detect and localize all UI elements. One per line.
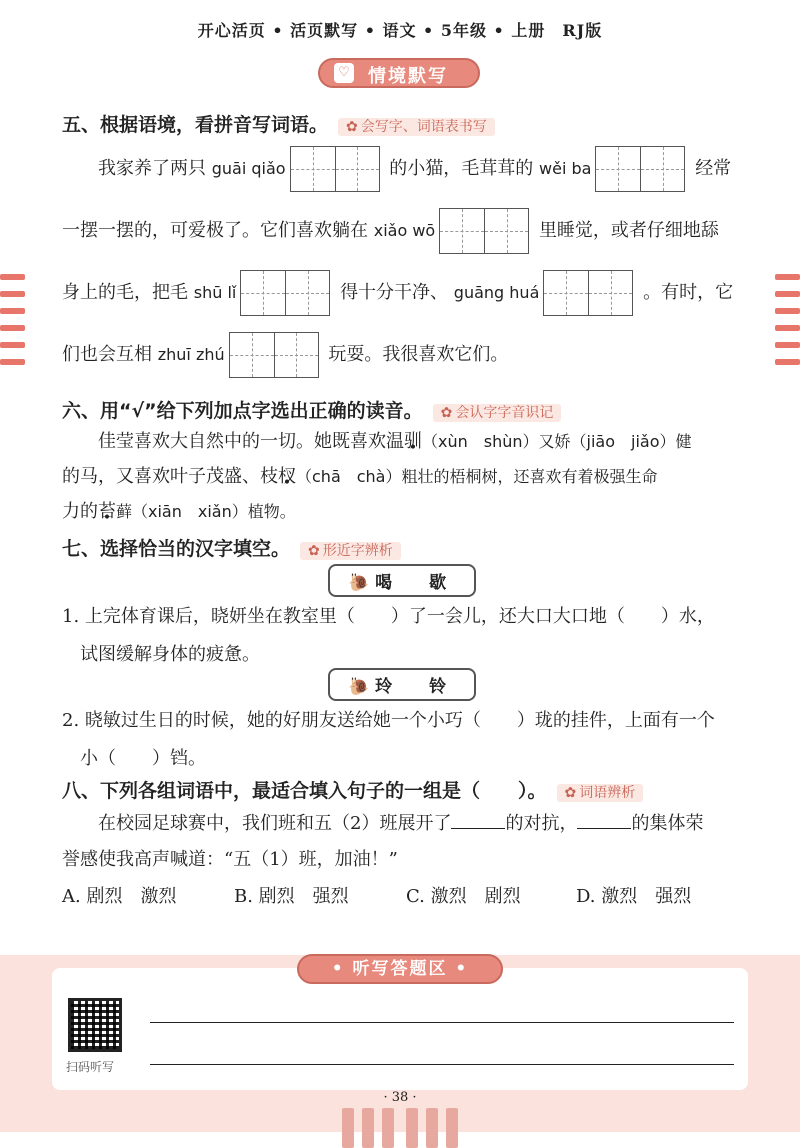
q7-title [62, 534, 401, 561]
listen-banner: • 听写答题区 • [297, 954, 503, 984]
q5-line-1 [98, 146, 758, 192]
answer-boxes[interactable] [290, 146, 380, 192]
q8-text: 在校园足球赛中，我们班和五（2）班展开了 [98, 813, 452, 834]
q8-title [62, 776, 643, 803]
q6-pinyin[interactable]: （xùn shùn）又娇（jiāo jiǎo）健 [422, 432, 692, 451]
option-d[interactable]: D. 激烈 强烈 [576, 886, 692, 907]
q8-text: 的对抗， [505, 813, 578, 834]
q5-title-text: 五、根据语境，看拼音写词语。 [62, 114, 329, 136]
q6-title-text: 六、用“√”给下列加点字选出正确的读音。 [62, 400, 423, 422]
option-b[interactable]: B. 剧烈 强烈 [234, 886, 349, 907]
answer-boxes[interactable] [229, 332, 319, 378]
left-stripes [0, 274, 25, 376]
q5-text: 得十分干净、 [340, 282, 449, 303]
q5-text: 经常 [695, 158, 732, 179]
q5-line-4 [62, 332, 762, 378]
q6-text: 佳莹喜欢大自然中的一切。她既喜欢温 [98, 431, 404, 452]
q5-line-3 [62, 270, 762, 316]
q5-text: 里睡觉，或者仔细地舔 [538, 220, 719, 241]
q6-line-2 [62, 459, 752, 494]
answer-boxes[interactable] [595, 146, 685, 192]
q8-paragraph [62, 806, 762, 878]
pinyin: guāng huá [453, 283, 540, 302]
q7-tag: ✿ 形近字辨析 [300, 542, 401, 560]
q8-text: 的集体荣 [631, 813, 704, 834]
dotted-char: 苔 [98, 501, 116, 522]
write-line-1[interactable] [150, 1022, 734, 1023]
dotted-char: 杈 [278, 466, 296, 487]
q6-text: 力的 [62, 501, 98, 522]
heart-icon: ♡ [334, 63, 354, 83]
q5-text: 们也会互相 [62, 344, 152, 365]
answer-boxes[interactable] [439, 208, 529, 254]
q6-line-3 [62, 494, 752, 529]
listen-card [52, 968, 748, 1090]
q5-text: 我家养了两只 [98, 158, 206, 179]
pinyin: shū lǐ [193, 283, 237, 302]
q7-s2-line-1[interactable]: 2. 晓敏过生日的时候，她的好朋友送给她一个小巧（ ）珑的挂件，上面有一个 [62, 710, 715, 731]
q7-s1-line-1[interactable]: 1. 上完体育课后，晓妍坐在教室里（ ）了一会儿，还大口大口地（ ）水， [62, 606, 715, 627]
snail-icon: 🐌 [348, 677, 370, 697]
q7-title-text: 七、选择恰当的汉字填空。 [62, 538, 291, 560]
q5-text: 玩耍。我很喜欢它们。 [328, 344, 509, 365]
bottom-bars [0, 1108, 800, 1132]
q7-s2-line-2: 小（ ）铛。 [80, 748, 206, 769]
q6-text: 的马，又喜欢叶子茂盛、枝 [62, 466, 278, 487]
q6-pinyin[interactable]: （chā chà）粗壮的梧桐树，还喜欢有着极强生命 [296, 467, 658, 486]
q5-title [62, 110, 495, 137]
answer-boxes[interactable] [543, 270, 633, 316]
q5-text: 一摆一摆的，可爱极了。它们喜欢躺在 [62, 220, 368, 241]
char-pair-chip [328, 564, 476, 597]
pinyin: guāi qiǎo [211, 159, 286, 178]
q8-line-1 [62, 806, 762, 842]
pinyin: xiǎo wō [373, 221, 436, 240]
q5-text: 。有时，它 [643, 282, 734, 303]
q8-tag: ✿ 词语辨析 [557, 784, 644, 802]
pinyin: wěi ba [539, 159, 592, 178]
snail-icon: 🐌 [348, 573, 370, 593]
q5-text: 的小猫，毛茸茸的 [389, 158, 534, 179]
q7-sentence-2 [62, 702, 762, 778]
qr-code-icon[interactable] [68, 998, 122, 1052]
right-stripes [775, 274, 800, 376]
dotted-char: 驯 [404, 431, 422, 452]
q7-s1-line-2: 试图缓解身体的疲惫。 [80, 644, 260, 665]
blank-1[interactable] [451, 810, 505, 829]
q6-pinyin[interactable]: 藓（xiān xiǎn）植物。 [116, 502, 296, 521]
qr-label: 扫码听写 [66, 1060, 115, 1074]
section-banner [318, 58, 480, 88]
q6-line-1 [62, 424, 752, 459]
blank-2[interactable] [577, 810, 631, 829]
char-pair-chip [328, 668, 476, 701]
q7-sentence-1 [62, 598, 762, 674]
q5-tag: ✿ 会写字、词语表书写 [338, 118, 495, 136]
option-a[interactable]: A. 剧烈 激烈 [62, 886, 177, 907]
page-number: · 38 · [383, 1090, 417, 1105]
option-c[interactable]: C. 激烈 剧烈 [406, 886, 521, 907]
q8-title-text: 八、下列各组词语中，最适合填入句子的一组是（ ）。 [62, 780, 547, 802]
chip-label: 玲 铃 [375, 677, 457, 697]
page-header: 开心活页 • 活页默写 • 语文 • 5年级 • 上册 RJ版 [197, 21, 603, 40]
q6-title [62, 396, 561, 423]
q6-paragraph [62, 424, 752, 529]
write-line-2[interactable] [150, 1064, 734, 1065]
pinyin: zhuī zhú [157, 345, 225, 364]
answer-boxes[interactable] [240, 270, 330, 316]
chip-label: 喝 歇 [375, 573, 457, 593]
q5-text: 身上的毛，把毛 [62, 282, 188, 303]
chip-2 [328, 668, 476, 701]
q8-line-2: 誉感使我高声喊道：“五（1）班，加油！” [62, 849, 398, 870]
section-banner-label: 情境默写 [368, 66, 448, 87]
q6-tag: ✿ 会认字字音识记 [433, 404, 562, 422]
chip-1 [328, 564, 476, 597]
q5-line-2 [62, 208, 762, 254]
